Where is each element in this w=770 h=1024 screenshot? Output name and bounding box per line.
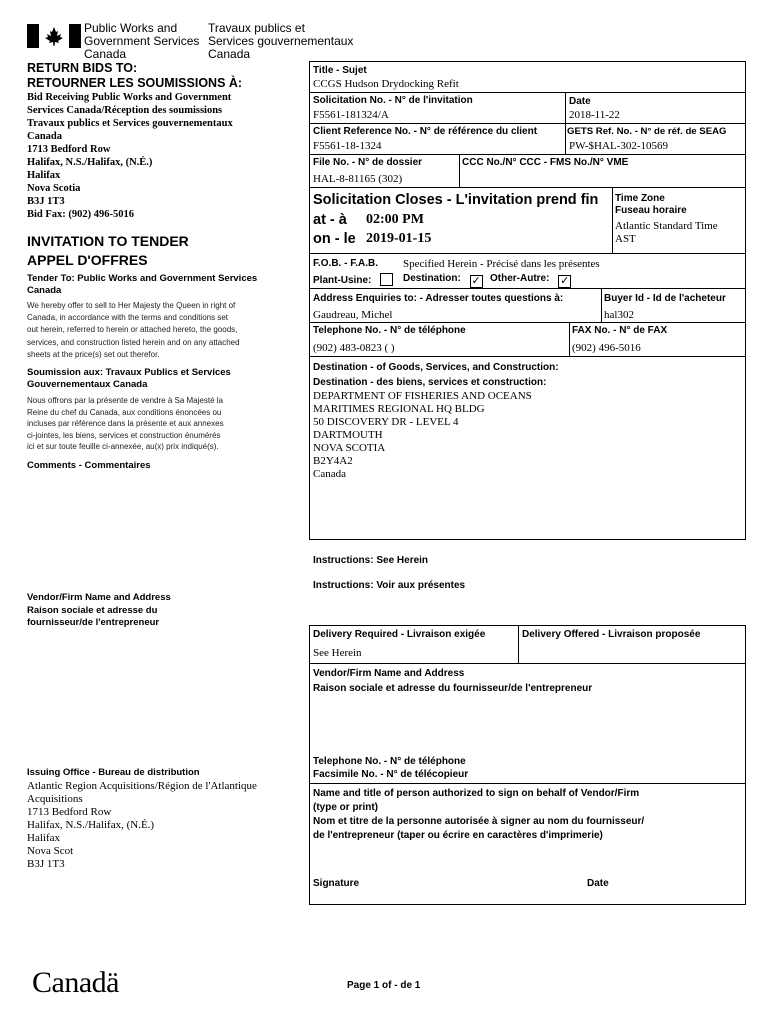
date-value: 2018-11-22: [569, 109, 620, 121]
delivery-required-value: See Herein: [313, 647, 362, 659]
tender-to-label: Tender To: Public Works and Government Services Canada: [27, 273, 258, 296]
comments-label: Comments - Commentaires: [27, 460, 151, 471]
soumission-label: Soumission aux: Travaux Publics et Services Gouvernementaux Canada: [27, 367, 231, 390]
gets-ref-value: PW-$HAL-302-10569: [569, 140, 668, 152]
fob-label: F.O.B. - F.A.B.: [313, 258, 378, 269]
time-zone-label: Time Zone Fuseau horaire: [615, 193, 687, 216]
file-no-label: File No. - N° de dossier: [313, 157, 423, 168]
plant-usine-label: Plant-Usine:: [313, 273, 393, 287]
plant-usine-checkbox[interactable]: [380, 273, 393, 286]
telephone-label: Telephone No. - N° de téléphone: [313, 325, 466, 336]
offer-text-en: We hereby offer to sell to Her Majesty the Queen in right of Canada, in accordance with the terms and conditions set out herein, referred to herein or attached hereto, the goods, services, and construction listed herein and on any attached sheets at the price(s) set out therefor.: [27, 301, 240, 359]
canada-flag-icon: [27, 24, 81, 48]
authorized-name-label: Name and title of person authorized to sign on behalf of Vendor/Firm (type or print) Nom et titre de la personne autorisée à signer au nom du fournisseur/ de l'entrepreneur (taper ou écrire en caractères d'imprimerie): [313, 788, 645, 841]
canada-wordmark-logo: Canadä: [32, 966, 119, 999]
closes-time: 02:00 PM: [366, 212, 424, 227]
date-label: Date: [569, 96, 591, 107]
other-autre-label: Other-Autre: ✓: [490, 273, 570, 287]
instructions-en: Instructions: See Herein: [313, 555, 429, 566]
address-enquiries-value: Gaudreau, Michel: [313, 309, 393, 321]
issuing-office-label: Issuing Office - Bureau de distribution: [27, 767, 200, 778]
title-value: CCGS Hudson Drydocking Refit: [313, 78, 459, 90]
vendor-telephone-label: Telephone No. - N° de téléphone Facsimile No. - N° de télécopieur: [313, 756, 469, 780]
vendor-firm-label: Vendor/Firm Name and Address Raison sociale et adresse du fournisseur/de l'entrepreneur: [313, 668, 593, 694]
gets-ref-label: GETS Ref. No. - N° de réf. de SEAG: [567, 126, 727, 137]
solicitation-no-label: Solicitation No. - N° de l'invitation: [313, 95, 473, 106]
signature-date-label: Date: [587, 878, 609, 889]
other-autre-checkbox[interactable]: ✓: [560, 275, 570, 287]
invitation-title: INVITATION TO TENDER APPEL D'OFFRES: [27, 233, 189, 268]
closes-at-label: at - à: [313, 212, 347, 228]
delivery-offered-label: Delivery Offered - Livraison proposée: [522, 629, 701, 640]
offer-text-fr: Nous offrons par la présente de vendre à Sa Majesté la Reine du chef du Canada, aux conditions énoncées ou incluses par référence dans la présente et aux annexes ci-jointes, les biens, services et construction énumérés ici et sur toute feuille ci-annexée, au(x) prix indiqué(s).: [27, 396, 224, 451]
client-ref-label: Client Reference No. - N° de référence du client: [313, 126, 538, 137]
department-name-fr: Travaux publics et Services gouvernementaux Canada: [208, 21, 354, 61]
buyer-id-label: Buyer Id - Id de l'acheteur: [604, 293, 726, 304]
file-no-value: HAL-8-81165 (302): [313, 173, 403, 185]
signature-label: Signature: [313, 878, 360, 889]
time-zone-value: Atlantic Standard Time AST: [615, 220, 718, 245]
page-number: Page 1 of - de 1: [347, 980, 421, 991]
destination-checkbox[interactable]: ✓: [471, 275, 481, 287]
address-enquiries-label: Address Enquiries to: - Adresser toutes questions à:: [313, 293, 564, 304]
destination-label: Destination: ✓: [403, 273, 481, 287]
fax-label: FAX No. - N° de FAX: [572, 325, 668, 336]
client-ref-value: F5561-18-1324: [313, 140, 382, 152]
closes-date: 2019-01-15: [366, 231, 432, 246]
ccc-no-label: CCC No./N° CCC - FMS No./N° VME: [462, 157, 629, 168]
fob-value: Specified Herein - Précisé dans les présentes: [403, 258, 600, 270]
return-bids-title: RETURN BIDS TO: RETOURNER LES SOUMISSIONS À:: [27, 61, 243, 90]
destination-goods-label: Destination - of Goods, Services, and Construction: Destination - des biens, services et construction:: [313, 362, 559, 388]
vendor-firm-label-left: Vendor/Firm Name and Address Raison sociale et adresse du fournisseur/de l'entrepreneur: [27, 592, 171, 628]
buyer-id-value: hal302: [604, 309, 634, 321]
closes-on-label: on - le: [313, 231, 356, 247]
issuing-office-address: Atlantic Region Acquisitions/Région de l'Atlantique Acquisitions 1713 Bedford Row Halifax, N.S./Halifax, (N.É.) Halifax Nova Scot B3J 1T3: [27, 780, 257, 870]
solicitation-no-value: F5561-181324/A: [313, 109, 389, 121]
telephone-value: (902) 483-0823 ( ): [313, 342, 395, 354]
destination-goods-address: DEPARTMENT OF FISHERIES AND OCEANS MARITIMES REGIONAL HQ BLDG 50 DISCOVERY DR - LEVEL 4 DARTMOUTH NOVA SCOTIA B2Y4A2 Canada: [313, 390, 532, 480]
department-name-en: Public Works and Government Services Canada: [84, 21, 200, 61]
title-label: Title - Sujet: [313, 65, 367, 76]
return-bids-address: Bid Receiving Public Works and Government Services Canada/Réception des soumissions Travaux publics et Services gouvernementaux Canada 1713 Bedford Row Halifax, N.S./Halifax, (N.É.) Halifax Nova Scotia B3J 1T3 Bid Fax: (902) 496-5016: [27, 92, 233, 220]
delivery-required-label: Delivery Required - Livraison exigée: [313, 629, 486, 640]
fax-value: (902) 496-5016: [572, 342, 641, 354]
instructions-fr: Instructions: Voir aux présentes: [313, 580, 466, 591]
solicitation-closes-title: Solicitation Closes - L'invitation prend fin: [313, 192, 599, 208]
